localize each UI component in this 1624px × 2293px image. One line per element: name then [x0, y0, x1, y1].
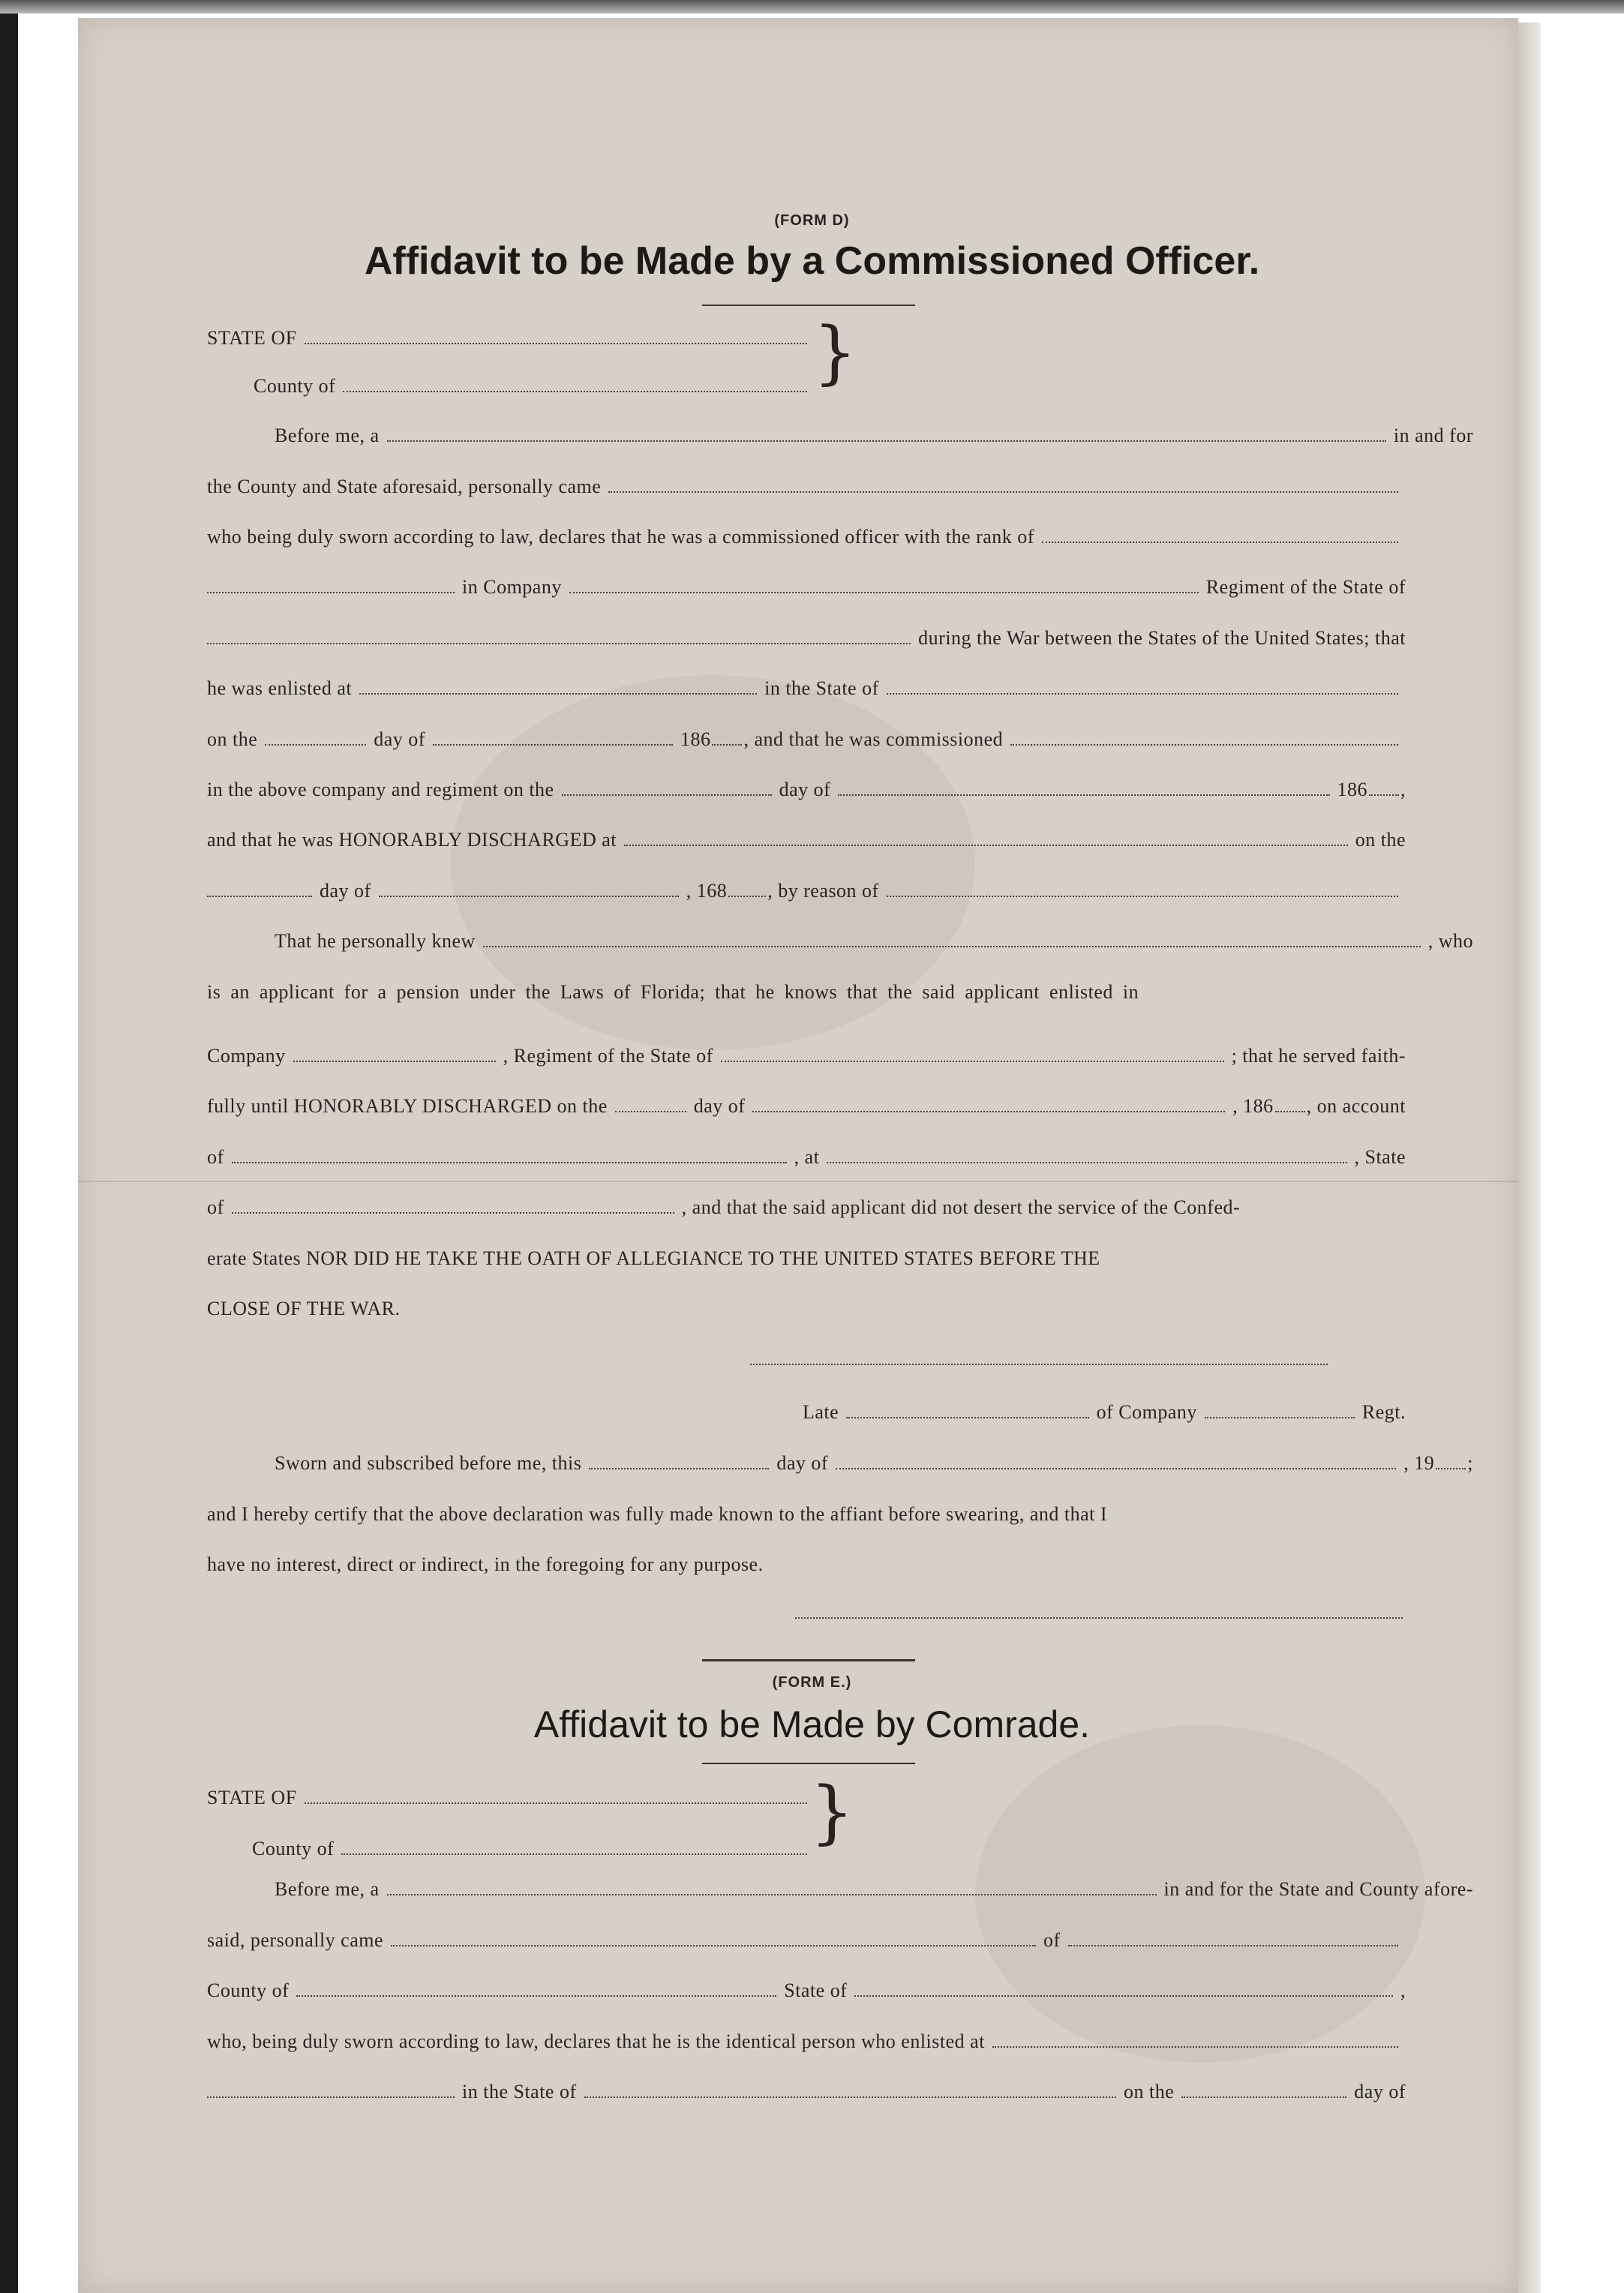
affiant-name-blank[interactable] [608, 491, 1398, 493]
text: State of [784, 1979, 848, 2001]
state-of-label: STATE OF [207, 327, 297, 349]
form-d-line-18 [207, 1290, 1406, 1320]
sworn-year-blank[interactable] [1436, 1468, 1466, 1469]
text: Sworn and subscribed before me, this [275, 1452, 582, 1474]
late-company-blank[interactable] [1205, 1417, 1355, 1418]
on-account-of-blank[interactable] [232, 1162, 787, 1163]
text: and that he was HONORABLY DISCHARGED at [207, 829, 617, 851]
title-rule [702, 1763, 915, 1764]
enlist-year-blank[interactable] [712, 744, 742, 746]
applicant-regiment-state-blank[interactable] [721, 1061, 1224, 1062]
sworn-month-blank[interactable] [836, 1468, 1396, 1469]
officer-signature-blank[interactable] [795, 1617, 1403, 1619]
text: day of [776, 1452, 829, 1474]
commission-year-blank[interactable] [1369, 794, 1399, 796]
late-line [803, 1394, 1406, 1424]
text: he was enlisted at [207, 677, 353, 699]
text: , 168 [686, 880, 728, 902]
text: on the [1355, 829, 1406, 851]
applicant-discharge-month-blank[interactable] [752, 1111, 1225, 1112]
text: Before me, a [275, 1878, 380, 1900]
form-e-line-2 [207, 1922, 1406, 1952]
text: on the [1124, 2081, 1175, 2102]
form-d-line-4 [207, 569, 1406, 599]
text: , on account [1306, 1095, 1406, 1117]
e-enlisted-at-blank[interactable] [992, 2046, 1398, 2048]
at-place-blank[interactable] [827, 1162, 1346, 1163]
text: Company [207, 1045, 286, 1067]
text: who, being duly sworn according to law, declares that he is the identical person who enlisted at [207, 2030, 985, 2052]
discharge-year-blank[interactable] [728, 896, 766, 897]
text: Before me, a [275, 425, 380, 446]
form-e-line-3 [207, 1972, 1406, 2002]
text: day of [693, 1095, 746, 1117]
form-e-label: (FORM E.) [772, 1674, 852, 1691]
sworn-line-2 [207, 1496, 1406, 1526]
text: in and for [1393, 425, 1473, 446]
discharge-reason-blank[interactable] [887, 896, 1398, 897]
section-rule [702, 1659, 915, 1661]
form-d-line-8 [207, 771, 1406, 801]
text: of [1043, 1929, 1061, 1951]
late-rank-blank[interactable] [846, 1417, 1088, 1418]
scan-border-left [0, 14, 18, 2293]
enlisted-at-blank[interactable] [359, 693, 757, 695]
form-d-line-10 [207, 872, 1406, 902]
county-blank[interactable] [343, 391, 807, 392]
form-d-line-3 [207, 518, 1406, 548]
applicant-discharge-year-blank[interactable] [1275, 1111, 1305, 1112]
commission-blank[interactable] [1010, 744, 1398, 746]
venue-brace: } [813, 312, 857, 392]
text: , by reason of [767, 880, 879, 902]
enlist-day-blank[interactable] [265, 744, 366, 746]
form-d-line-14 [207, 1088, 1406, 1118]
text: day of [374, 728, 425, 750]
e-officer-title-blank[interactable] [387, 1894, 1157, 1895]
text: ; that he served faith- [1231, 1045, 1406, 1067]
e-day-blank[interactable] [1181, 2096, 1346, 2098]
text: , [1400, 779, 1406, 800]
county-of-label: County of [254, 375, 336, 397]
title-rule [702, 305, 915, 306]
text: of [207, 1196, 224, 1218]
commission-day-blank[interactable] [562, 794, 772, 796]
text: on the [207, 728, 258, 750]
form-d-title: Affidavit to be Made by a Commissioned Officer. [364, 239, 1260, 283]
discharge-day-blank[interactable] [207, 896, 312, 897]
rank-blank[interactable] [1042, 542, 1398, 543]
text: Regiment of the State of [1205, 576, 1406, 598]
text: have no interest, direct or indirect, in the foregoing for any purpose. [207, 1553, 764, 1575]
signature-blank[interactable] [750, 1364, 1328, 1365]
scan-border [0, 0, 1624, 14]
company-blank[interactable] [569, 592, 1199, 593]
form-d-line-7 [207, 721, 1406, 751]
text: in and for the State and County afore- [1163, 1878, 1473, 1900]
applicant-company-blank[interactable] [293, 1061, 496, 1062]
e-county-residence-blank[interactable] [296, 1995, 776, 1997]
text: CLOSE OF THE WAR. [207, 1298, 401, 1319]
e-county-blank[interactable] [341, 1853, 807, 1855]
text: the County and State aforesaid, personally came [207, 476, 602, 497]
rank-cont-blank[interactable] [207, 592, 455, 593]
sworn-line-3 [207, 1546, 1406, 1576]
paper-edge [1518, 23, 1541, 2293]
text: Regt. [1361, 1401, 1406, 1423]
state-blank[interactable] [305, 343, 807, 344]
form-d-line-17 [207, 1240, 1406, 1270]
text: said, personally came [207, 1929, 384, 1951]
text: of Company [1096, 1401, 1197, 1423]
e-state-blank[interactable] [305, 1802, 807, 1804]
e-state-residence-blank[interactable] [854, 1995, 1393, 1997]
form-d-line-1 [207, 417, 1473, 447]
text: is an applicant for a pension under the Laws of Florida; that he knows that the said applicant enlisted in [207, 981, 1139, 1003]
text: who being duly sworn according to law, declares that he was a commissioned officer with the rank of [207, 526, 1034, 548]
paper-fold [78, 1181, 1518, 1182]
text: , who [1427, 930, 1473, 952]
form-d-line-5 [207, 620, 1406, 650]
text: , at [794, 1146, 820, 1168]
officer-title-blank[interactable] [387, 440, 1386, 442]
text: in the above company and regiment on the [207, 779, 554, 800]
text: during the War between the States of the United States; that [918, 627, 1406, 649]
discharged-at-blank[interactable] [624, 845, 1348, 846]
text: , and that he was commissioned [743, 728, 1004, 750]
e-state-of-field[interactable] [207, 1779, 815, 1809]
applicant-discharge-day-blank[interactable] [615, 1111, 686, 1112]
text: day of [1354, 2081, 1406, 2102]
enlist-month-blank[interactable] [433, 744, 673, 746]
county-of-field[interactable] [207, 368, 815, 398]
text: and I hereby certify that the above declaration was fully made known to the affiant before swearing, and that I [207, 1503, 1108, 1525]
sworn-day-blank[interactable] [589, 1468, 769, 1469]
e-residence-blank[interactable] [1068, 1945, 1398, 1946]
text: ; [1467, 1452, 1473, 1474]
text: in the State of [764, 677, 879, 699]
text: , [1400, 1979, 1406, 2001]
form-d-line-16 [207, 1189, 1406, 1219]
state-of-place-blank[interactable] [232, 1212, 674, 1214]
form-d-line-11 [207, 923, 1473, 953]
text: , State [1354, 1146, 1406, 1168]
text: That he personally knew [275, 930, 476, 952]
state-of-field[interactable] [207, 320, 815, 350]
text: County of [207, 1979, 290, 2001]
text: in Company [462, 576, 562, 598]
form-d-line-6 [207, 670, 1406, 700]
form-d-line-2 [207, 468, 1406, 498]
enlisted-state-blank[interactable] [887, 693, 1398, 695]
form-d-line-15 [207, 1139, 1406, 1169]
e-affiant-name-blank[interactable] [391, 1945, 1036, 1946]
form-e-line-4 [207, 2023, 1406, 2053]
applicant-name-blank[interactable] [483, 946, 1421, 947]
sworn-line-1 [207, 1445, 1473, 1475]
text: , Regiment of the State of [503, 1045, 713, 1067]
discharge-month-blank[interactable] [379, 896, 679, 897]
text: , and that the said applicant did not desert the service of the Confed- [681, 1196, 1241, 1218]
text: 186 [1337, 779, 1367, 800]
text: erate States NOR DID HE TAKE THE OATH OF ALLEGIANCE TO THE UNITED STATES BEFORE THE [207, 1247, 1100, 1269]
venue-brace: } [810, 1772, 854, 1852]
text: of [207, 1146, 224, 1168]
form-d-line-13 [207, 1037, 1406, 1067]
e-county-of-field[interactable] [207, 1830, 815, 1860]
text: , 186 [1232, 1095, 1274, 1117]
text: 186 [680, 728, 711, 750]
form-d-label: (FORM D) [774, 212, 850, 229]
regiment-blank[interactable] [207, 643, 911, 644]
e-state-of-label: STATE OF [207, 1787, 297, 1808]
form-d-line-12 [207, 974, 1406, 1004]
text: day of [320, 880, 371, 902]
e-state-enlisted-blank[interactable] [584, 2096, 1116, 2098]
text: day of [779, 779, 831, 800]
e-place-blank[interactable] [207, 2096, 455, 2098]
form-d-line-9 [207, 821, 1406, 851]
text: in the State of [462, 2081, 577, 2102]
text: fully until HONORABLY DISCHARGED on the [207, 1095, 608, 1117]
text: Late [803, 1401, 839, 1423]
form-e-line-1 [207, 1871, 1473, 1901]
e-county-of-label: County of [252, 1838, 335, 1859]
form-e-line-5 [207, 2073, 1406, 2103]
form-e-title: Affidavit to be Made by Comrade. [533, 1703, 1091, 1745]
text: , 19 [1403, 1452, 1435, 1474]
commission-month-blank[interactable] [838, 794, 1329, 796]
